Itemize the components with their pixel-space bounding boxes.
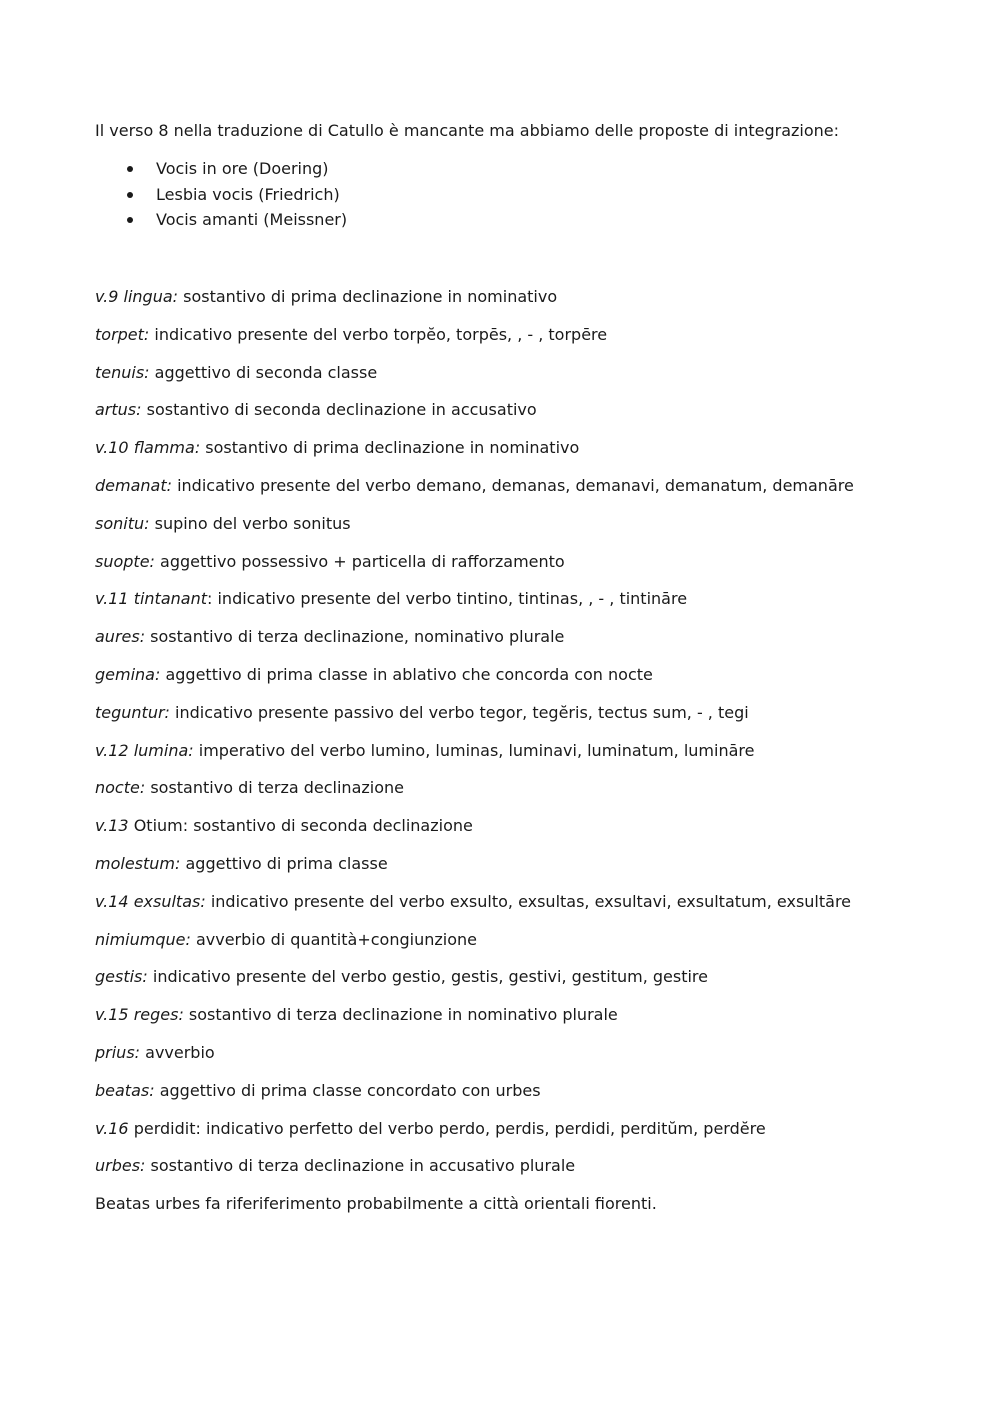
list-item-text: Vocis amanti (Meissner) — [156, 210, 348, 229]
glossary-entry — [95, 399, 854, 437]
glossary-entry — [95, 588, 854, 626]
entry-text: imperativo del verbo lumino, luminas, luminavi, luminatum, lumināre — [193, 740, 755, 760]
glossary-entry — [95, 702, 854, 740]
entry-term: v.11 tintanant — [95, 589, 207, 609]
glossary-entry — [95, 740, 854, 778]
entry-text: avverbio di quantità+congiunzione — [190, 929, 477, 949]
entry-term: prius: — [95, 1042, 141, 1062]
entry-term: v.15 reges: — [95, 1005, 184, 1025]
entry-term: v.9 lingua: — [95, 287, 179, 306]
glossary-entry — [95, 777, 854, 815]
entry-term: gestis: — [95, 967, 148, 987]
entry-term: tenuis: — [95, 362, 150, 382]
entry-text: aggettivo possessivo + particella di rafforzamento — [154, 551, 565, 571]
glossary-entry — [95, 513, 854, 551]
entry-term: v.13 — [95, 816, 129, 836]
proposal-list — [95, 158, 347, 235]
entry-term: v.16 — [95, 1118, 129, 1138]
entry-term: teguntur: — [95, 702, 170, 722]
list-item — [95, 158, 347, 184]
entry-term: sonitu: — [95, 513, 150, 533]
entry-text: sostantivo di terza declinazione — [145, 778, 404, 798]
glossary-entry — [95, 437, 854, 475]
glossary-entry — [95, 1080, 854, 1118]
entry-text: indicativo presente del verbo torpĕo, torpēs, , - , torpēre — [149, 324, 608, 344]
bullet-icon — [127, 166, 133, 172]
list-item — [95, 184, 347, 210]
glossary-entry — [95, 286, 854, 324]
glossary-list — [95, 286, 854, 1231]
entry-term: torpet: — [95, 324, 150, 344]
entry-text: supino del verbo sonitus — [149, 513, 351, 533]
glossary-entry — [95, 1004, 854, 1042]
entry-text: sostantivo di prima declinazione in nominativo — [178, 287, 558, 306]
entry-term: molestum: — [95, 853, 181, 873]
bullet-icon — [127, 192, 133, 198]
entry-term: nimiumque: — [95, 929, 191, 949]
glossary-entry — [95, 475, 854, 513]
entry-text: aggettivo di prima classe — [180, 853, 388, 873]
entry-text: : indicativo presente del verbo tintino, tintinas, , - , tintināre — [207, 589, 688, 609]
glossary-entry — [95, 815, 854, 853]
entry-text: aggettivo di prima classe concordato con urbes — [154, 1080, 541, 1100]
entry-term: demanat: — [95, 475, 172, 495]
intro-paragraph: Il verso 8 nella traduzione di Catullo è mancante ma abbiamo delle proposte di integrazione: — [95, 121, 840, 140]
entry-term: aures: — [95, 627, 146, 647]
list-item-text: Vocis in ore (Doering) — [156, 159, 329, 178]
entry-text: indicativo presente del verbo gestio, gestis, gestivi, gestitum, gestire — [147, 967, 708, 987]
entry-text: aggettivo di seconda classe — [149, 362, 378, 382]
closing-sentence — [95, 1193, 854, 1231]
entry-text: sostantivo di terza declinazione in accusativo plurale — [145, 1156, 576, 1176]
glossary-entry — [95, 1118, 854, 1156]
entry-term: v.12 lumina: — [95, 740, 194, 760]
entry-text: sostantivo di terza declinazione in nominativo plurale — [183, 1005, 618, 1025]
glossary-entry — [95, 1155, 854, 1193]
entry-term: urbes: — [95, 1156, 146, 1176]
entry-text: Otium: sostantivo di seconda declinazione — [128, 816, 473, 836]
entry-term: nocte: — [95, 778, 146, 798]
glossary-entry — [95, 664, 854, 702]
entry-term: gemina: — [95, 664, 161, 684]
glossary-entry — [95, 626, 854, 664]
entry-text: sostantivo di terza declinazione, nominativo plurale — [145, 627, 565, 647]
entry-term: v.10 flamma: — [95, 438, 201, 458]
entry-text: aggettivo di prima classe in ablativo che concorda con nocte — [160, 664, 653, 684]
entry-text: sostantivo di seconda declinazione in accusativo — [141, 400, 537, 420]
glossary-entry — [95, 929, 854, 967]
glossary-entry — [95, 966, 854, 1004]
list-item-text: Lesbia vocis (Friedrich) — [156, 184, 340, 204]
entry-text: perdidit: indicativo perfetto del verbo perdo, perdis, perdidi, perditŭm, perdĕre — [128, 1118, 766, 1138]
entry-term: artus: — [95, 400, 142, 420]
entry-text: avverbio — [140, 1042, 215, 1062]
entry-term: v.14 exsultas: — [95, 891, 206, 911]
entry-text: indicativo presente del verbo exsulto, exsultas, exsultavi, exsultatum, exsultāre — [205, 891, 852, 911]
glossary-entry — [95, 551, 854, 589]
glossary-entry — [95, 362, 854, 400]
glossary-entry — [95, 324, 854, 362]
entry-text: indicativo presente passivo del verbo tegor, tegĕris, tectus sum, - , tegi — [169, 702, 749, 722]
glossary-entry — [95, 853, 854, 891]
entry-term: beatas: — [95, 1080, 155, 1100]
entry-text: Beatas urbes fa riferiferimento probabilmente a città orientali fiorenti. — [95, 1194, 657, 1214]
glossary-entry — [95, 1042, 854, 1080]
entry-text: indicativo presente del verbo demano, demanas, demanavi, demanatum, demanāre — [172, 475, 854, 495]
list-item — [95, 209, 347, 235]
entry-term: suopte: — [95, 551, 155, 571]
glossary-entry — [95, 891, 854, 929]
bullet-icon — [127, 217, 133, 223]
entry-text: sostantivo di prima declinazione in nominativo — [200, 438, 580, 458]
